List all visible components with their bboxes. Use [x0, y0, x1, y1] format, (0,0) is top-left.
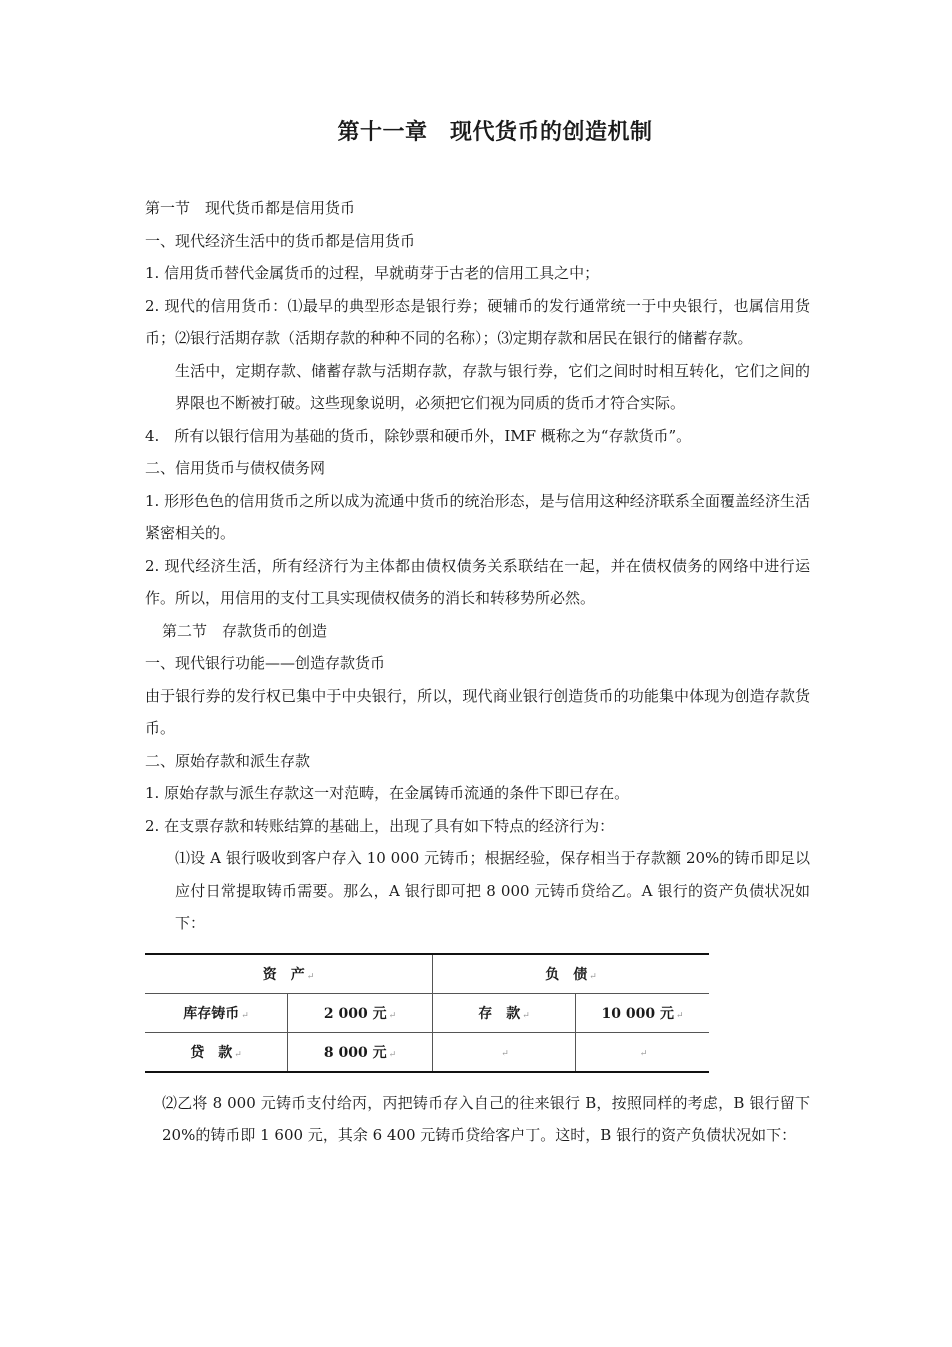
paragraph: ⑵乙将 8 000 元铸币支付给丙，丙把铸币存入自己的往来银行 B，按照同样的考虑，B 银行留下 20%的铸币即 1 600 元，其余 6 400 元铸币贷给客户丁。这时，B 银行的资产负债状况如下：	[162, 1093, 810, 1144]
subsection-heading: 一、现代经济生活中的货币都是信用货币	[145, 231, 416, 250]
table-cell: 2 000 元 ↵	[288, 993, 433, 1032]
paragraph: 2. 在支票存款和转账结算的基础上，出现了具有如下特点的经济行为：	[145, 816, 615, 835]
table-cell: 存 款 ↵	[433, 993, 576, 1032]
document-body	[145, 192, 810, 1152]
table-header-row	[145, 954, 709, 994]
subsection-heading: 二、信用货币与债权债务网	[145, 459, 326, 477]
table-cell: 8 000 元 ↵	[288, 1032, 433, 1072]
table-cell: 贷 款 ↵	[145, 1032, 288, 1072]
paragraph: 4. 所有以银行信用为基础的货币，除钞票和硬币外，IMF 概称之为“存款货币”。	[145, 426, 692, 445]
subsection-heading: 一、现代银行功能——创造存款货币	[145, 654, 386, 672]
balance-sheet-table	[145, 953, 709, 1073]
paragraph: 生活中，定期存款、储蓄存款与活期存款，存款与银行券，它们之间时时相互转化，它们之间的界限也不断被打破。这些现象说明，必须把它们视为同质的货币才符合实际。	[175, 361, 810, 412]
paragraph: 1. 形形色色的信用货币之所以成为流通中货币的统治形态，是与信用这种经济联系全面覆盖经济生活紧密相关的。	[145, 491, 810, 542]
paragraph: 由于银行券的发行权已集中于中央银行，所以，现代商业银行创造货币的功能集中体现为创造存款货币。	[145, 686, 810, 737]
paragraph: 1. 原始存款与派生存款这一对范畴，在金属铸币流通的条件下即已存在。	[145, 784, 630, 802]
section-heading: 第二节 存款货币的创造	[162, 621, 328, 640]
section-heading: 第一节 现代货币都是信用货币	[145, 199, 356, 217]
paragraph: 2. 现代经济生活，所有经济行为主体都由债权债务关系联结在一起，并在债权债务的网络中进行运作。所以，用信用的支付工具实现债权债务的消长和转移势所必然。	[145, 556, 810, 607]
table-row	[145, 1032, 709, 1072]
paragraph: 1. 信用货币替代金属货币的过程，早就萌芽于古老的信用工具之中；	[145, 264, 600, 282]
paragraph: 2. 现代的信用货币：⑴最早的典型形态是银行券；硬辅币的发行通常统一于中央银行，也属信用货币；⑵银行活期存款（活期存款的种种不同的名称）；⑶定期存款和居民在银行的储蓄存款。	[145, 296, 810, 347]
table-row	[145, 993, 709, 1032]
paragraph: ⑴设 A 银行吸收到客户存入 10 000 元铸币；根据经验，保存相当于存款额 20%的铸币即足以应付日常提取铸币需要。那么，A 银行即可把 8 000 元铸币贷给乙。A 银行的资产负债状况如下：	[175, 849, 810, 932]
table-cell: 10 000 元 ↵	[576, 993, 710, 1032]
table-cell: 库存铸币 ↵	[145, 993, 288, 1032]
chapter-title: 第十一章 现代货币的创造机制	[337, 119, 653, 145]
table-cell: ↵	[576, 1032, 710, 1072]
table-header-assets: 资 产 ↵	[145, 954, 433, 994]
subsection-heading: 二、原始存款和派生存款	[145, 751, 311, 770]
table-cell: ↵	[433, 1032, 576, 1072]
table-header-liabilities: 负 债 ↵	[433, 954, 710, 994]
